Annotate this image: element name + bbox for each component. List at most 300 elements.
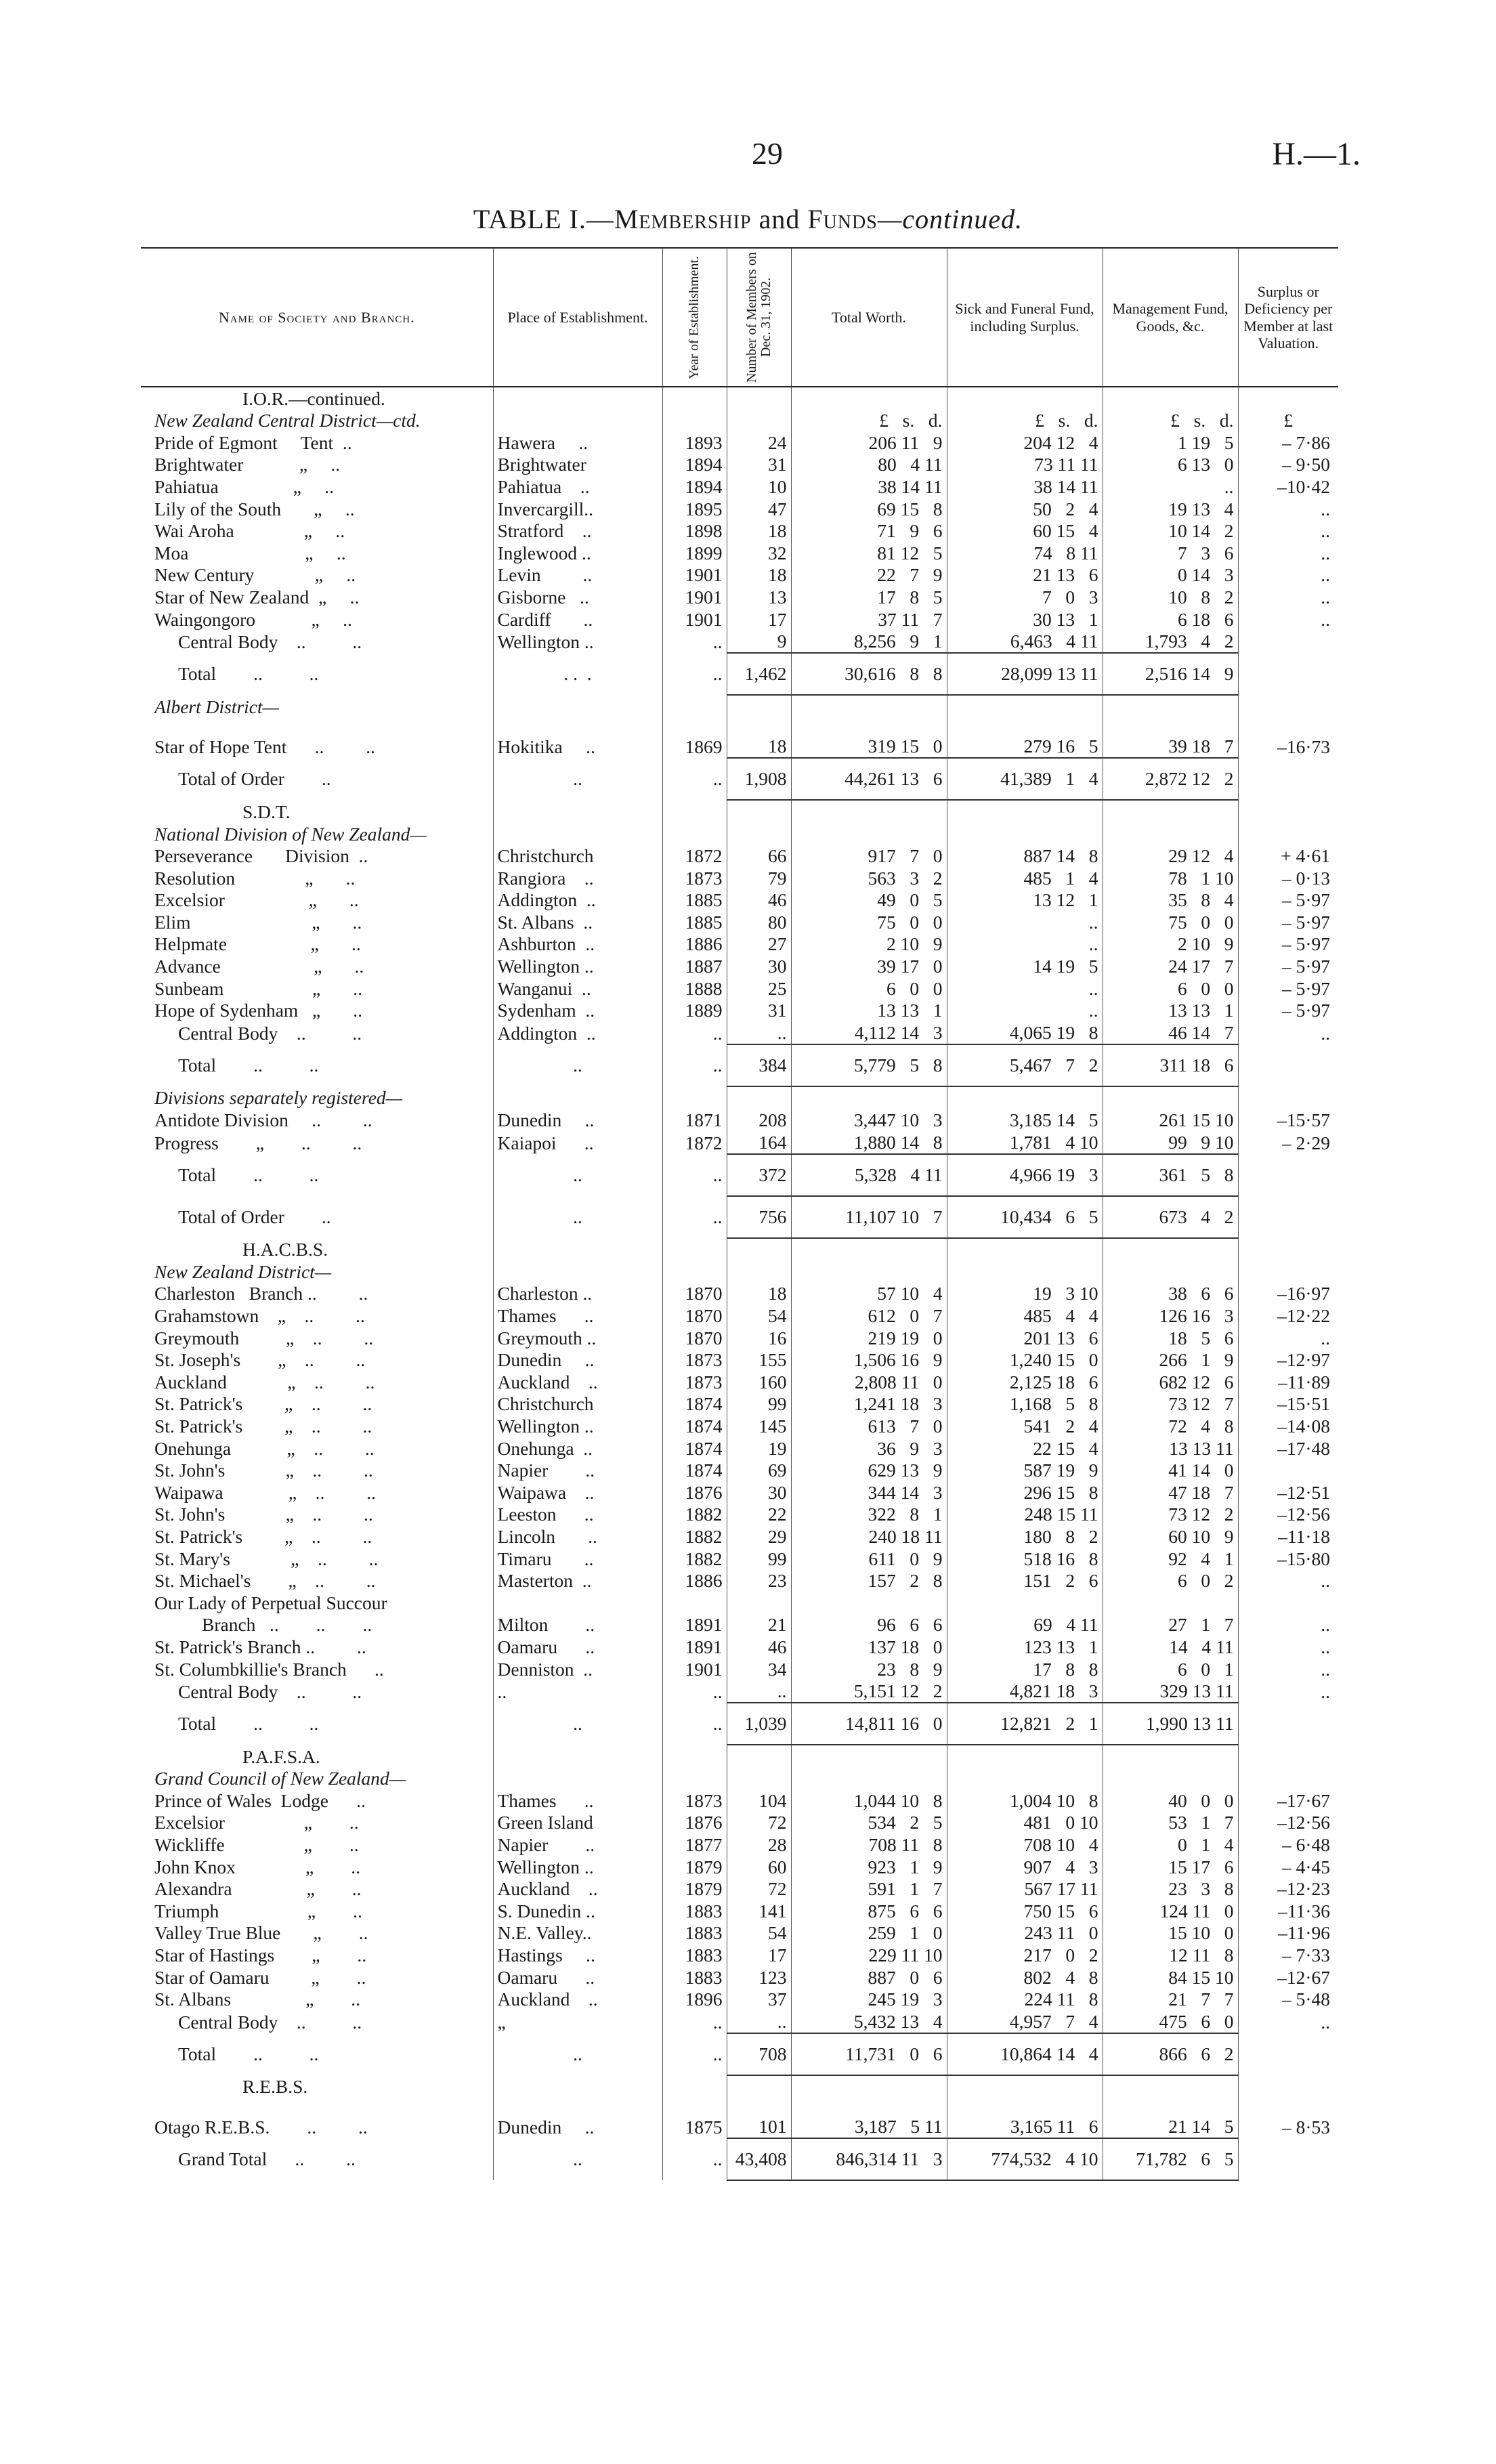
blank-cell [1103,387,1238,410]
establishment-place: Auckland .. [493,1878,662,1900]
branch-row [141,1548,1338,1570]
management-fund: 6 0 1 [1103,1658,1238,1680]
member-count: 46 [727,1636,791,1658]
management-fund: 75 0 0 [1103,911,1238,933]
establishment-place: Invercargill.. [493,498,662,520]
sick-funeral-fund: 38 14 11 [947,475,1103,498]
management-fund: 19 13 4 [1103,498,1238,520]
total-worth: 137 18 0 [791,1636,947,1658]
total-worth: 206 11 9 [791,431,947,454]
member-count: 18 [727,564,791,587]
member-count: 24 [727,431,791,454]
blank-cell [791,1238,947,1261]
member-count: 21 [727,1614,791,1636]
management-fund: 329 13 11 [1103,1680,1238,1703]
blank-cell [947,718,1103,736]
membership-table-frame [141,247,1338,2181]
blank-cell [1103,1238,1238,1261]
sick-funeral-fund: .. [947,1000,1103,1022]
blank-cell [493,823,662,845]
title-prefix: TABLE I.— [473,204,614,234]
establishment-place: Greymouth .. [493,1327,662,1349]
blank-cell [493,2075,662,2098]
page-header [0,135,1496,190]
district-heading-row [141,1086,1338,1109]
management-fund: 99 9 10 [1103,1131,1238,1154]
surplus-per-member: .. [1238,2010,1338,2033]
member-count: 708 [727,2033,791,2075]
management-fund: 6 18 6 [1103,608,1238,631]
establishment-year: 1894 [662,454,727,476]
management-fund: 73 12 2 [1103,1504,1238,1526]
branch-row [141,1481,1338,1504]
blank-cell [791,387,947,410]
member-count: 37 [727,1989,791,2011]
surplus-per-member: .. [1238,1680,1338,1703]
total-label: Total .. .. [178,663,319,685]
branch-name: Wickliffe „ .. [154,1834,359,1856]
blank-cell [727,823,791,845]
sick-funeral-fund: 60 15 4 [947,520,1103,543]
branch-name: Auckland „ .. .. [154,1371,375,1393]
establishment-year: .. [662,653,727,695]
surplus-per-member: –10·42 [1238,475,1338,498]
surplus-per-member [1238,631,1338,654]
branch-row [141,1856,1338,1878]
blank-cell [947,387,1103,410]
surplus-per-member [1238,758,1338,800]
total-row [141,1196,1338,1238]
branch-name: Moa „ .. [154,542,346,564]
establishment-place: Sydenham .. [493,1000,662,1022]
branch-name: Greymouth „ .. .. [154,1327,374,1348]
col-header-members-text: Number of Members on Dec. 31, 1902. [744,252,773,383]
surplus-per-member: .. [1238,608,1338,631]
management-fund: 475 6 0 [1103,2010,1238,2033]
establishment-place: . . . [493,653,662,695]
sick-funeral-fund: 73 11 11 [947,454,1103,476]
total-worth: 708 11 8 [791,1833,947,1856]
blank-cell [141,718,493,736]
branch-name: Star of Hastings „ .. [154,1945,367,1966]
membership-table [141,247,1338,2181]
branch-row [141,586,1338,608]
establishment-year: 1879 [662,1856,727,1878]
establishment-place: Kaiapoi .. [493,1131,662,1154]
branch-name: St. John's „ .. .. [154,1504,373,1525]
branch-name: Wai Aroha „ .. [154,520,345,542]
total-worth: 229 11 10 [791,1944,947,1966]
establishment-place: Gisborne .. [493,586,662,608]
total-worth: 23 8 9 [791,1658,947,1680]
establishment-place: Inglewood .. [493,542,662,564]
blank-cell [727,1260,791,1283]
surplus-per-member: .. [1238,1636,1338,1658]
management-fund: 12 11 8 [1103,1944,1238,1966]
member-count: 31 [727,1000,791,1022]
total-worth: 57 10 4 [791,1283,947,1305]
surplus-per-member: –17·67 [1238,1789,1338,1812]
district-heading-row [141,823,1338,845]
establishment-year: .. [662,2010,727,2033]
total-worth: 13 13 1 [791,1000,947,1022]
blank-cell [493,800,662,823]
total-worth: 157 2 8 [791,1570,947,1592]
sick-funeral-fund: 19 3 10 [947,1283,1103,1305]
management-fund: 2,872 12 2 [1103,758,1238,800]
establishment-place: Hastings .. [493,1944,662,1966]
management-fund: 6 0 0 [1103,977,1238,1000]
district-heading: Divisions separately registered— [154,1087,403,1109]
sick-funeral-fund: 224 11 8 [947,1989,1103,2011]
society-heading-row [141,387,1338,410]
sick-funeral-fund: 4,065 19 8 [947,1021,1103,1044]
branch-row [141,1636,1338,1658]
management-fund: 673 4 2 [1103,1196,1238,1238]
branch-name: Central Body .. .. [178,1681,362,1703]
total-label: Total of Order .. [178,768,331,790]
branch-name: St. Columbkillie's Branch .. [154,1658,384,1680]
district-heading: Grand Council of New Zealand— [154,1768,406,1789]
member-count: 9 [727,631,791,654]
member-count: 372 [727,1154,791,1196]
branch-name: St. John's „ .. .. [154,1460,373,1481]
sick-funeral-fund: 10,434 6 5 [947,1196,1103,1238]
establishment-year: .. [662,1196,727,1238]
branch-name: Prince of Wales Lodge .. [154,1789,366,1811]
surplus-per-member: + 4·61 [1238,845,1338,868]
establishment-year: 1891 [662,1636,727,1658]
blank-cell [1238,695,1338,718]
branch-row [141,1109,1338,1131]
blank-cell [662,1768,727,1790]
total-worth: 96 6 6 [791,1614,947,1636]
blank-cell [791,695,947,718]
branch-row [141,542,1338,564]
blank-cell [493,1238,662,1261]
management-fund: .. [1103,475,1238,498]
management-fund: 15 10 0 [1103,1922,1238,1945]
total-label: Total .. .. [178,1713,319,1735]
blank-cell [727,718,791,736]
blank-cell [791,2098,947,2115]
sick-funeral-fund: 750 15 6 [947,1900,1103,1922]
management-fund: 35 8 4 [1103,889,1238,912]
blank-cell [1238,1238,1338,1261]
surplus-per-member: – 8·53 [1238,2115,1338,2138]
surplus-per-member: – 5·97 [1238,889,1338,912]
management-fund: 84 15 10 [1103,1966,1238,1989]
member-count: 104 [727,1789,791,1812]
establishment-year: 1870 [662,1304,727,1327]
blank-cell [662,1745,727,1768]
surplus-per-member: –11·96 [1238,1922,1338,1945]
total-worth: 563 3 2 [791,867,947,889]
sick-funeral-fund: 204 12 4 [947,431,1103,454]
total-label: Total of Order .. [178,1206,331,1227]
member-count: 23 [727,1570,791,1592]
blank-cell [727,1238,791,1261]
establishment-year: 1876 [662,1481,727,1504]
surplus-per-member: .. [1238,564,1338,587]
society-heading-row [141,1745,1338,1768]
total-worth: 71 9 6 [791,520,947,543]
total-worth: 8,256 9 1 [791,631,947,654]
establishment-place: Rangiora .. [493,867,662,889]
establishment-year: 1875 [662,2115,727,2138]
branch-row [141,1327,1338,1349]
establishment-place: St. Albans .. [493,911,662,933]
sick-funeral-fund: 708 10 4 [947,1833,1103,1856]
branch-row [141,2115,1338,2138]
establishment-year: 1891 [662,1614,727,1636]
blank-cell [727,695,791,718]
total-worth: 22 7 9 [791,564,947,587]
establishment-place: Ashburton .. [493,933,662,956]
branch-row [141,933,1338,956]
establishment-place: Brightwater [493,454,662,476]
branch-name: Grahamstown „ .. .. [154,1305,365,1326]
district-heading: Albert District— [154,696,280,717]
blank-cell [1238,2098,1338,2115]
sick-funeral-fund: 217 0 2 [947,1944,1103,1966]
branch-row [141,977,1338,1000]
establishment-place: Auckland .. [493,1989,662,2011]
management-fund: 10 14 2 [1103,520,1238,543]
surplus-per-member: .. [1238,542,1338,564]
surplus-per-member [1238,1592,1338,1614]
establishment-year: 1874 [662,1460,727,1482]
member-count: 99 [727,1393,791,1416]
establishment-year: 1887 [662,955,727,977]
management-fund: 866 6 2 [1103,2033,1238,2075]
establishment-place: Wellington .. [493,955,662,977]
branch-row [141,608,1338,631]
sick-funeral-fund: 3,165 11 6 [947,2115,1103,2138]
total-worth: 11,731 0 6 [791,2033,947,2075]
surplus-per-member: –12·56 [1238,1504,1338,1526]
blank-cell [791,1260,947,1283]
branch-name: St. Michael's „ .. .. [154,1570,376,1592]
branch-name: Central Body .. .. [178,1022,362,1044]
sick-funeral-fund: .. [947,977,1103,1000]
blank-cell [662,1238,727,1261]
title-and: and [751,204,808,234]
total-worth: 4,112 14 3 [791,1021,947,1044]
surplus-per-member: – 5·97 [1238,977,1338,1000]
member-count: 13 [727,586,791,608]
management-fund: 39 18 7 [1103,736,1238,759]
blank-cell [791,1768,947,1790]
surplus-per-member [1238,2138,1338,2180]
surplus-per-member [1238,1044,1338,1086]
establishment-place: Onehunga .. [493,1437,662,1460]
sick-funeral-fund: 587 19 9 [947,1460,1103,1482]
establishment-place: Levin .. [493,564,662,587]
blank-cell [1103,695,1238,718]
branch-row [141,1878,1338,1900]
blank-cell [662,1086,727,1109]
management-fund: 24 17 7 [1103,955,1238,977]
member-count: 17 [727,608,791,631]
branch-row [141,1525,1338,1548]
blank-cell [493,718,662,736]
branch-name: Antidote Division .. .. [154,1109,372,1131]
member-count: 160 [727,1371,791,1393]
establishment-year: 1876 [662,1812,727,1834]
establishment-place: Dunedin .. [493,2115,662,2138]
blank-cell [493,1768,662,1790]
member-count: 54 [727,1922,791,1945]
establishment-place: Thames .. [493,1304,662,1327]
total-worth: 5,779 5 8 [791,1044,947,1086]
branch-row [141,1371,1338,1393]
blank-cell [727,800,791,823]
member-count: 47 [727,498,791,520]
surplus-per-member: – 5·97 [1238,933,1338,956]
sick-funeral-fund: 5,467 7 2 [947,1044,1103,1086]
surplus-per-member: .. [1238,520,1338,543]
establishment-year: 1873 [662,1789,727,1812]
surplus-per-member: .. [1238,586,1338,608]
establishment-year: 1888 [662,977,727,1000]
unit-label-sick: £ s. d. [947,410,1103,432]
branch-name: Helpmate „ .. [154,933,361,955]
total-row [141,1154,1338,1196]
establishment-year: 1870 [662,1283,727,1305]
member-count [727,1592,791,1614]
branch-row [141,845,1338,868]
blank-cell [791,823,947,845]
total-worth: 629 13 9 [791,1460,947,1482]
blank-cell [493,1260,662,1283]
management-fund: 60 10 9 [1103,1525,1238,1548]
total-worth: 240 18 11 [791,1525,947,1548]
branch-row [141,1658,1338,1680]
management-fund: 1,793 4 2 [1103,631,1238,654]
blank-cell [791,2075,947,2098]
blank-cell [727,1086,791,1109]
establishment-year: 1883 [662,1900,727,1922]
sick-funeral-fund: 151 2 6 [947,1570,1103,1592]
branch-name: St. Mary's „ .. .. [154,1548,379,1569]
member-count: 99 [727,1548,791,1570]
total-worth: 5,328 4 11 [791,1154,947,1196]
establishment-place: Wellington .. [493,1415,662,1437]
blank-cell [947,2075,1103,2098]
branch-row [141,1349,1338,1372]
establishment-place: .. [493,2138,662,2180]
surplus-per-member: – 9·50 [1238,454,1338,476]
sick-funeral-fund: 12,821 2 1 [947,1703,1103,1745]
member-count: 1,039 [727,1703,791,1745]
establishment-place: Wellington .. [493,631,662,654]
district-heading: New Zealand Central District—ctd. [154,410,421,431]
branch-row [141,1504,1338,1526]
management-fund: 21 14 5 [1103,2115,1238,2138]
sick-funeral-fund: 296 15 8 [947,1481,1103,1504]
total-worth: 1,506 16 9 [791,1349,947,1372]
establishment-year: .. [662,631,727,654]
blank-cell [1238,1745,1338,1768]
surplus-per-member [1238,2033,1338,2075]
branch-row [141,911,1338,933]
establishment-year: 1870 [662,1327,727,1349]
surplus-per-member: –12·22 [1238,1304,1338,1327]
establishment-year: 1869 [662,736,727,759]
total-worth: 875 6 6 [791,1900,947,1922]
establishment-place: Oamaru .. [493,1966,662,1989]
member-count: 32 [727,542,791,564]
member-count: 25 [727,977,791,1000]
branch-row [141,1900,1338,1922]
establishment-place: Christchurch [493,845,662,868]
branch-name: Resolution „ .. [154,867,356,889]
surplus-per-member: – 7·86 [1238,431,1338,454]
establishment-year: .. [662,1680,727,1703]
total-worth: 3,447 10 3 [791,1109,947,1131]
total-row [141,1703,1338,1745]
management-fund: 15 17 6 [1103,1856,1238,1878]
blank-cell [493,1086,662,1109]
total-label: Total .. .. [178,1164,319,1185]
blank-cell [727,2075,791,2098]
total-worth: 1,880 14 8 [791,1131,947,1154]
establishment-place: Wanganui .. [493,977,662,1000]
member-count: 101 [727,2115,791,2138]
establishment-place: Dunedin .. [493,1349,662,1372]
management-fund: 46 14 7 [1103,1021,1238,1044]
total-worth: 39 17 0 [791,955,947,977]
branch-name: St. Patrick's „ .. .. [154,1525,372,1547]
surplus-per-member: .. [1238,1570,1338,1592]
total-worth: 17 8 5 [791,586,947,608]
establishment-place: N.E. Valley.. [493,1922,662,1945]
total-worth: 534 2 5 [791,1812,947,1834]
total-worth: 14,811 16 0 [791,1703,947,1745]
establishment-year: 1882 [662,1504,727,1526]
branch-name: Valley True Blue „ .. [154,1922,368,1944]
sick-funeral-fund: 907 4 3 [947,1856,1103,1878]
establishment-year: 1882 [662,1548,727,1570]
branch-name: Central Body .. .. [178,631,362,653]
total-worth: 30,616 8 8 [791,653,947,695]
surplus-per-member: –12·67 [1238,1966,1338,1989]
col-header-place: Place of Establishment. [493,248,662,387]
branch-row [141,1812,1338,1834]
establishment-year: 1889 [662,1000,727,1022]
branch-row [141,1283,1338,1305]
total-worth: 5,151 12 2 [791,1680,947,1703]
branch-name: Our Lady of Perpetual Succour [154,1592,387,1613]
blank-cell [1238,387,1338,410]
blank-cell [1238,1768,1338,1790]
surplus-per-member [1238,1154,1338,1196]
total-row [141,653,1338,695]
establishment-place: Addington .. [493,1021,662,1044]
management-fund: 126 16 3 [1103,1304,1238,1327]
member-count: 30 [727,955,791,977]
total-worth [791,1592,947,1614]
surplus-per-member: .. [1238,1327,1338,1349]
sick-funeral-fund: 22 15 4 [947,1437,1103,1460]
branch-name: Waingongoro „ .. [154,608,352,630]
total-worth: 612 0 7 [791,1304,947,1327]
sick-funeral-fund: 774,532 4 10 [947,2138,1103,2180]
sick-funeral-fund: 41,389 1 4 [947,758,1103,800]
sick-funeral-fund: 123 13 1 [947,1636,1103,1658]
establishment-place: .. [493,2033,662,2075]
